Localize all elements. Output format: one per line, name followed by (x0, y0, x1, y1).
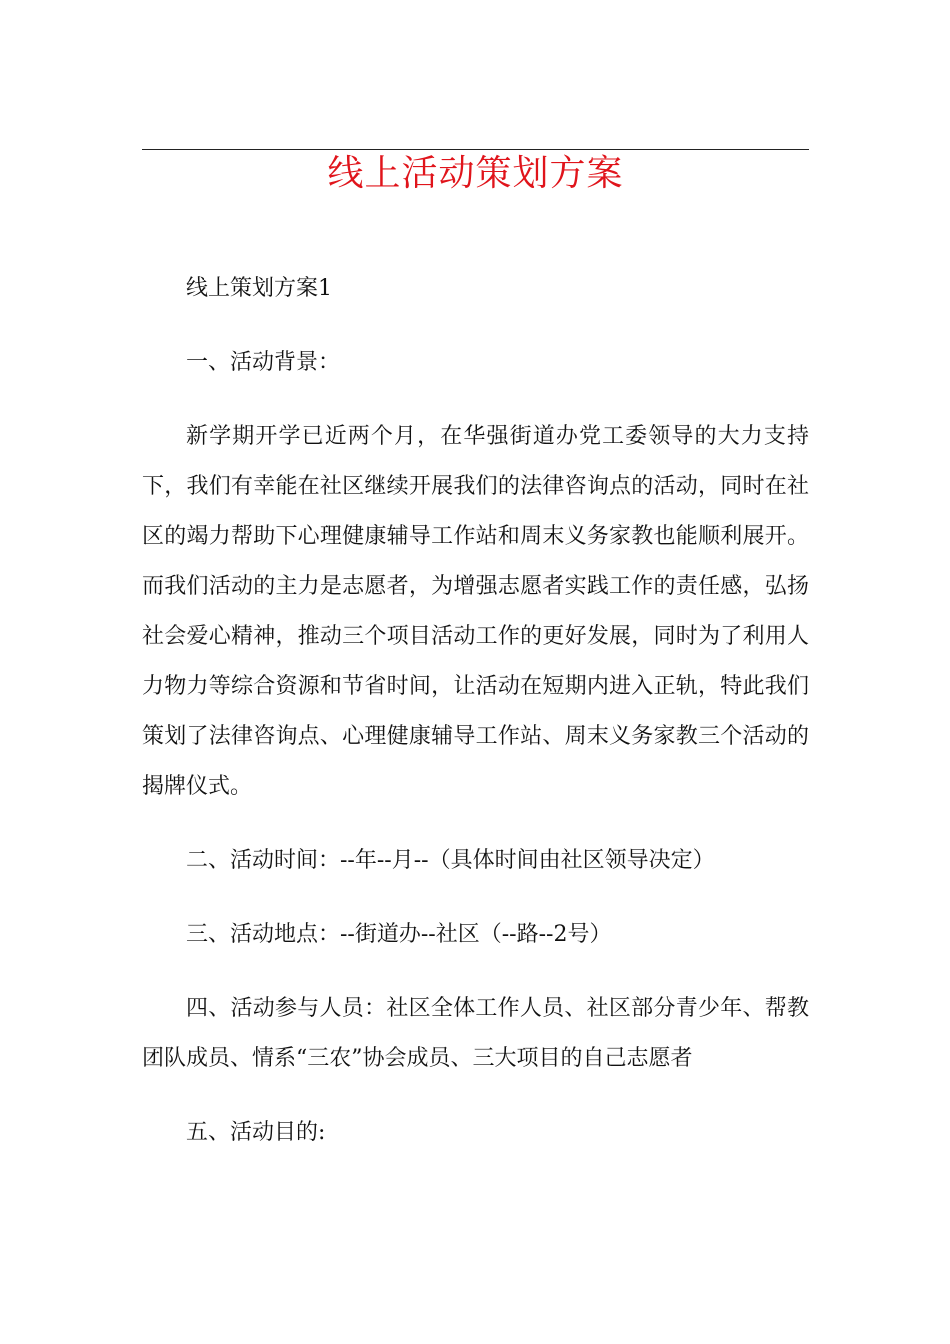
section-activity-time: 二、活动时间：--年--月--（具体时间由社区领导决定） (186, 848, 715, 873)
section-heading-background: 一、活动背景： (186, 350, 341, 375)
section-participants: 四、活动参与人员：社区全体工作人员、社区部分青少年、帮教团队成员、情系“三农”协会成员、三大项目的自己志愿者 (142, 996, 809, 1071)
section-activity-location: 三、活动地点：--街道办--社区（--路--2号） (186, 922, 612, 947)
document-body (142, 264, 809, 1158)
section-heading-plan-1: 线上策划方案1 (186, 276, 332, 301)
paragraph-background: 新学期开学已近两个月，在华强街道办党工委领导的大力支持下，我们有幸能在社区继续开展我们的法律咨询点的活动，同时在社区的竭力帮助下心理健康辅导工作站和周末义务家教也能顺利展开。而我们活动的主力是志愿者，为增强志愿者实践工作的责任感，弘扬社会爱心精神，推动三个项目活动工作的更好发展，同时为了利用人力物力等综合资源和节省时间，让活动在短期内进入正轨，特此我们策划了法律咨询点、心理健康辅导工作站、周末义务家教三个活动的揭牌仪式。 (142, 424, 809, 799)
document-title: 线上活动策划方案 (327, 153, 624, 194)
section-heading-purpose: 五、活动目的: (186, 1120, 326, 1145)
